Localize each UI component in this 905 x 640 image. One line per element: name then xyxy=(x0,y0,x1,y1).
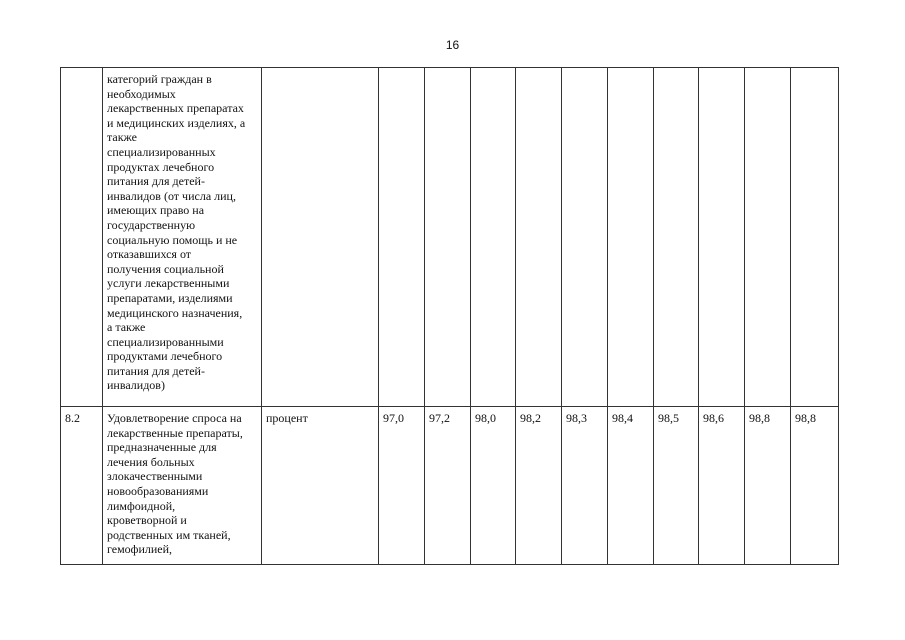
value-cell xyxy=(379,68,425,407)
unit-cell xyxy=(262,68,379,407)
value-cell: 98,3 xyxy=(562,407,608,565)
value-cell: 98,8 xyxy=(791,407,839,565)
value-cell xyxy=(791,68,839,407)
unit-cell: процент xyxy=(262,407,379,565)
value-cell: 98,2 xyxy=(516,407,562,565)
value-cell: 97,0 xyxy=(379,407,425,565)
indicator-name-cell: Удовлетворение спроса на лекарственные препараты, предназначенные для лечения больных злокачественными новообразованиями лимфоидной, кроветворной и родственных им тканей, гемофилией, xyxy=(103,407,262,565)
value-cell xyxy=(562,68,608,407)
value-cell xyxy=(699,68,745,407)
indicator-name-cell: категорий граждан в необходимых лекарственных препаратах и медицинских изделиях, а также специализированных продуктах лечебного питания для детей- инвалидов (от числа лиц, имеющих право на государственную социальную помощь и не отказавшихся от получения социальной услуги лекарственными препаратами, изделиями медицинского назначения, а также специализированными продуктами лечебного питания для детей- инвалидов) xyxy=(103,68,262,407)
indicator-table xyxy=(60,67,839,565)
value-cell xyxy=(608,68,654,407)
value-cell xyxy=(516,68,562,407)
row-number-cell xyxy=(61,68,103,407)
value-cell xyxy=(471,68,516,407)
value-cell xyxy=(745,68,791,407)
page-number: 16 xyxy=(445,38,460,52)
table-row xyxy=(61,68,839,407)
value-cell: 98,5 xyxy=(654,407,699,565)
row-number-cell: 8.2 xyxy=(61,407,103,565)
value-cell: 98,6 xyxy=(699,407,745,565)
value-cell: 98,0 xyxy=(471,407,516,565)
value-cell: 97,2 xyxy=(425,407,471,565)
table-row xyxy=(61,407,839,565)
value-cell: 98,4 xyxy=(608,407,654,565)
value-cell xyxy=(425,68,471,407)
value-cell xyxy=(654,68,699,407)
value-cell: 98,8 xyxy=(745,407,791,565)
